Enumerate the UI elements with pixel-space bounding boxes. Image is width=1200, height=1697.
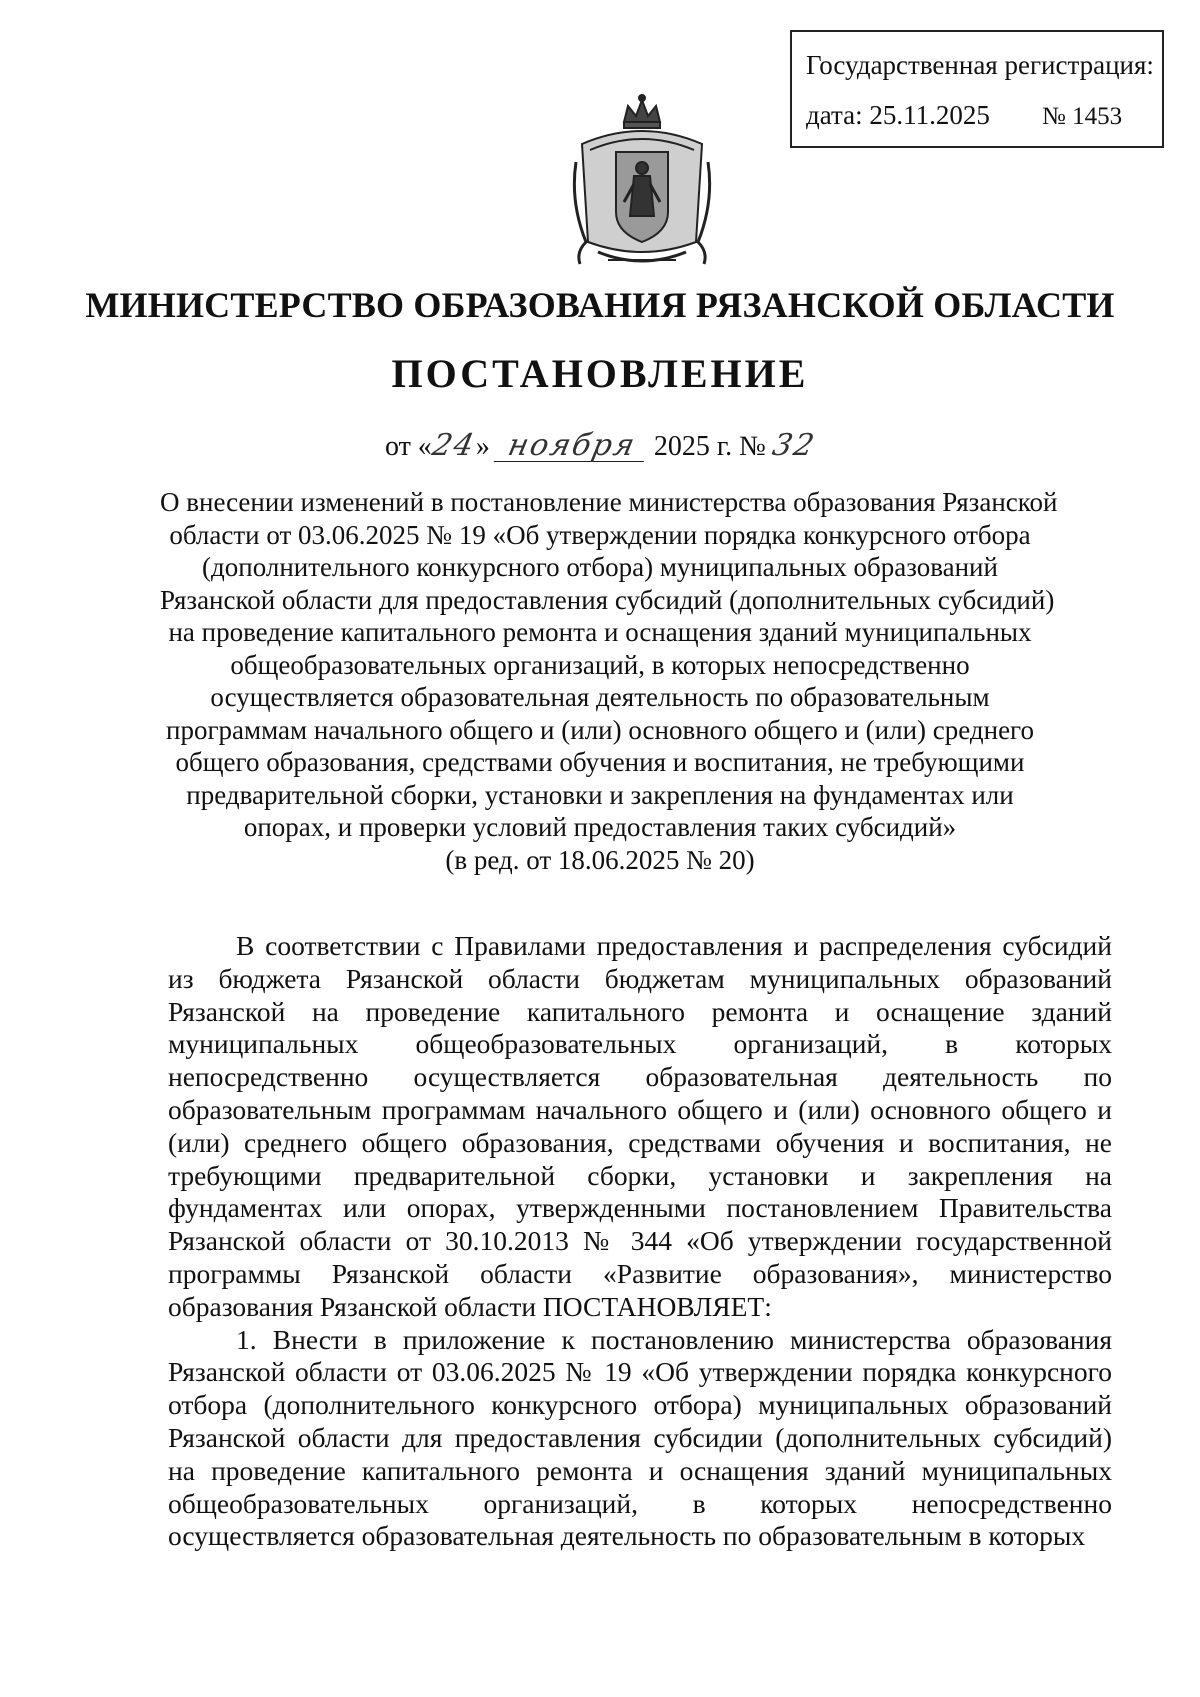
- ministry-name: МИНИСТЕРСТВО ОБРАЗОВАНИЯ РЯЗАНСКОЙ ОБЛАСТИ: [85, 285, 1115, 325]
- heading-line: общего образования, средствами обучения и воспитания, не требующими: [175, 747, 1025, 777]
- heading-line: (дополнительного конкурсного отбора) муниципальных образований: [202, 552, 998, 582]
- heading-line: программам начального общего и (или) основного общего и (или) среднего: [166, 714, 1034, 745]
- date-quote-close: »: [475, 431, 490, 462]
- handwritten-day: 24: [428, 428, 479, 463]
- clause-1-paragraph: 1. Внести в приложение к постановлению министерства образования Рязанской области от 03.06.2025 № 19 «Об утверждении порядка конкурсного отбора (дополнительного конкурсного отбора) муниципальных образований Рязанской области для предоставления субсидии (дополнительных субсидий) на проведение капитального ремонта и оснащения зданий муниципальных общеобразовательных организаций, в которых непосредственно осуществляется образовательная деятельность по образовательным в которых: [168, 1323, 1112, 1552]
- heading-line: области от 03.06.2025 № 19 «Об утверждении порядка конкурсного отбора: [169, 519, 1031, 550]
- handwritten-month: ноября: [494, 431, 651, 462]
- coat-of-arms-icon: [568, 92, 716, 272]
- decree-body: [168, 930, 1112, 1553]
- heading-line: осуществляется образовательная деятельность по образовательным: [210, 682, 990, 712]
- date-prefix: от «: [384, 431, 432, 462]
- preamble-paragraph: В соответствии с Правилами предоставления и распределения субсидий из бюджета Рязанской области бюджетам муниципальных образований Рязанской на проведение капитального ремонта и оснащение зданий муниципальных общеобразовательных организаций, в которых непосредственно осуществляется образовательная деятельность по образовательным программам начального общего и (или) основного общего и (или) среднего общего образования, средствами обучения и воспитания, не требующими предварительной сборки, установки и закрепления на фундаментах или опорах, утвержденными постановлением Правительства Рязанской области от 30.10.2013 № 344 «Об утверждении государственной программы Рязанской области «Развитие образования», министерство образования Рязанской области ПОСТАНОВЛЯЕТ:: [168, 930, 1112, 1322]
- decree-heading: [160, 486, 1058, 876]
- registration-date: дата: 25.11.2025: [806, 100, 990, 130]
- registration-number: № 1453: [1042, 103, 1123, 130]
- heading-line: (в ред. от 18.06.2025 № 20): [445, 844, 755, 875]
- heading-line: на проведение капитального ремонта и оснащения зданий муниципальных: [168, 617, 1032, 647]
- heading-line: опорах, и проверки условий предоставления таких субсидий»: [243, 812, 957, 842]
- heading-line: О внесении изменений в постановление министерства образования Рязанской: [160, 487, 1058, 517]
- date-year: 2025 г. №: [653, 431, 766, 462]
- registration-title: Государственная регистрация:: [806, 50, 1154, 80]
- handwritten-number: 32: [769, 428, 819, 463]
- heading-line: Рязанской области для предоставления субсидий (дополнительных субсидий): [160, 584, 1055, 615]
- registration-stamp: [790, 30, 1164, 148]
- decree-date-line: [0, 428, 1200, 463]
- decree-title: ПОСТАНОВЛЕНИЕ: [391, 351, 809, 396]
- heading-line: общеобразовательных организаций, в которых непосредственно: [230, 649, 970, 680]
- heading-line: предварительной сборки, установки и закрепления на фундаментах или: [186, 779, 1014, 810]
